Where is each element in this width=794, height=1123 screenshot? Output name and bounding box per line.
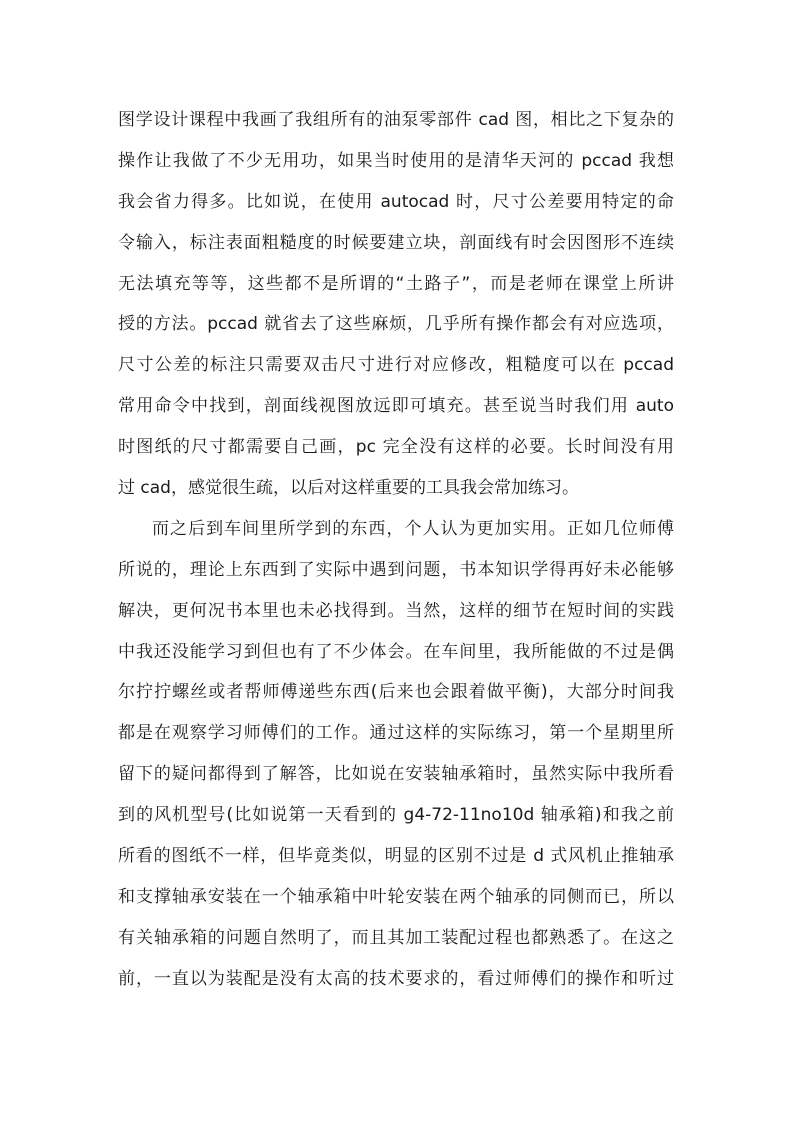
text-line: 操作让我做了不少无用功，如果当时使用的是清华天河的 pccad 我想: [118, 150, 674, 171]
text-line: 到的风机型号(比如说第一天看到的 g4-72-11no10d 轴承箱)和我之前: [118, 805, 674, 826]
body-text: [118, 100, 674, 1000]
text-line: 无法填充等等，这些都不是所谓的“土路子”，而是老师在课堂上所讲: [118, 273, 674, 294]
text-line: 授的方法。pccad 就省去了这些麻烦，几乎所有操作都会有对应选项，: [118, 314, 674, 335]
text-line: 有关轴承箱的问题自然明了，而且其加工装配过程也都熟悉了。在这之: [118, 927, 674, 948]
text-line: 和支撑轴承安装在一个轴承箱中叶轮安装在两个轴承的同侧而已，所以: [118, 886, 674, 907]
text-line: 常用命令中找到，剖面线视图放远即可填充。甚至说当时我们用 auto: [118, 396, 674, 417]
paragraph-1: [118, 100, 674, 509]
text-line: 时图纸的尺寸都需要自己画，pc 完全没有这样的必要。长时间没有用: [118, 437, 674, 458]
paragraph-2: [118, 509, 674, 1000]
text-line: 所说的，理论上东西到了实际中遇到问题，书本知识学得再好未必能够: [118, 559, 674, 580]
text-line: 尔拧拧螺丝或者帮师傅递些东西(后来也会跟着做平衡)，大部分时间我: [118, 682, 674, 703]
text-line: 过 cad，感觉很生疏，以后对这样重要的工具我会常加练习。: [118, 478, 579, 499]
text-line: 解决，更何况书本里也未必找得到。当然，这样的细节在短时间的实践: [118, 600, 674, 621]
text-line: 而之后到车间里所学到的东西，个人认为更加实用。正如几位师傅: [152, 518, 674, 539]
text-line: 我会省力得多。比如说，在使用 autocad 时，尺寸公差要用特定的命: [118, 191, 674, 212]
text-line: 中我还没能学习到但也有了不少体会。在车间里，我所能做的不过是偶: [118, 641, 674, 662]
text-line: 所看的图纸不一样，但毕竟类似，明显的区别不过是 d 式风机止推轴承: [118, 846, 674, 867]
text-line: 都是在观察学习师傅们的工作。通过这样的实际练习，第一个星期里所: [118, 723, 674, 744]
text-line: 令输入，标注表面粗糙度的时候要建立块，剖面线有时会因图形不连续: [118, 232, 674, 253]
text-line: 图学设计课程中我画了我组所有的油泵零部件 cad 图，相比之下复杂的: [118, 110, 674, 130]
text-line: 留下的疑问都得到了解答，比如说在安装轴承箱时，虽然实际中我所看: [118, 764, 674, 785]
text-line: 尺寸公差的标注只需要双击尺寸进行对应修改，粗糙度可以在 pccad: [118, 355, 674, 376]
text-line: 前，一直以为装配是没有太高的技术要求的，看过师傅们的操作和听过: [118, 968, 674, 989]
